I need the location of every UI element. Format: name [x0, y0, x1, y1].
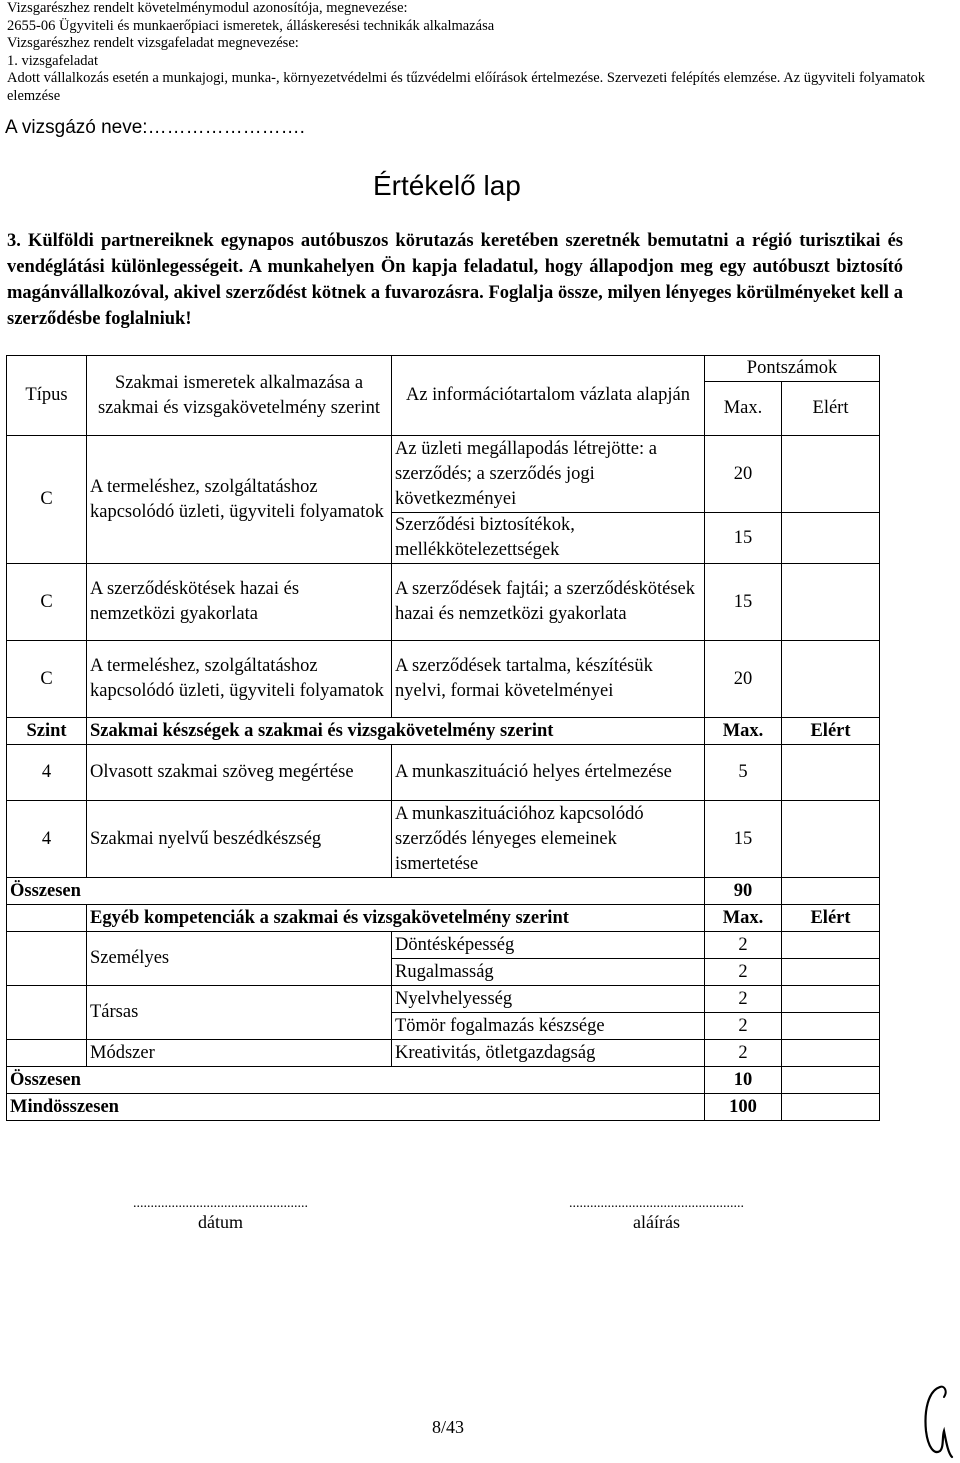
- other-achieved: [782, 959, 880, 986]
- examinee-name-field: A vizsgázó neve:…………………….: [5, 117, 305, 138]
- row-achieved: [782, 564, 880, 641]
- subtotal-row: [7, 878, 880, 905]
- skills-header-max: Max.: [705, 718, 782, 745]
- header-achieved: Elért: [782, 382, 880, 436]
- signature-line: ..................................................: [569, 1196, 744, 1211]
- table-row: [7, 436, 880, 513]
- date-line: ..................................................: [133, 1196, 308, 1211]
- header-line-task-number: 1. vizsgafeladat: [7, 52, 98, 69]
- skill-info: A munkaszituáció helyes értelmezése: [392, 745, 705, 801]
- skill-level: 4: [7, 745, 87, 801]
- header-type: Típus: [7, 356, 87, 436]
- other-header-max: Max.: [705, 905, 782, 932]
- subtotal-label: Összesen: [7, 878, 705, 905]
- subtotal-value: 10: [705, 1067, 782, 1094]
- row-type: C: [7, 436, 87, 564]
- other-item: Tömör fogalmazás készsége: [392, 1013, 705, 1040]
- grand-total-label: Mindösszesen: [7, 1094, 705, 1121]
- evaluation-table: [6, 355, 880, 1121]
- other-achieved: [782, 1040, 880, 1067]
- skill-max: 15: [705, 801, 782, 878]
- row-max: 15: [705, 513, 782, 564]
- row-achieved: [782, 436, 880, 513]
- signature-label: aláírás: [633, 1212, 680, 1232]
- skill-achieved: [782, 801, 880, 878]
- other-header-achieved: Elért: [782, 905, 880, 932]
- other-header-spacer: [7, 905, 87, 932]
- table-row: [7, 932, 880, 959]
- header-line-module-label: Vizsgarészhez rendelt követelménymodul azonosítója, megnevezése:: [7, 0, 408, 16]
- other-header-row: [7, 905, 880, 932]
- header-info: Az információtartalom vázlata alapján: [392, 356, 705, 436]
- other-group: Módszer: [87, 1040, 392, 1067]
- other-max: 2: [705, 1013, 782, 1040]
- header-line-module-name: 2655-06 Ügyviteli és munkaerőpiaci ismeretek, álláskeresési technikák alkalmazása: [7, 17, 495, 34]
- skill-level: 4: [7, 801, 87, 878]
- date-label: dátum: [198, 1212, 243, 1232]
- skills-header-level: Szint: [7, 718, 87, 745]
- table-row: [7, 986, 880, 1013]
- skill-name: Szakmai nyelvű beszédkészség: [87, 801, 392, 878]
- row-area: A termeléshez, szolgáltatáshoz kapcsolódó üzleti, ügyviteli folyamatok: [87, 641, 392, 718]
- other-max: 2: [705, 959, 782, 986]
- row-achieved: [782, 513, 880, 564]
- skills-header-achieved: Elért: [782, 718, 880, 745]
- row-max: 15: [705, 564, 782, 641]
- header-knowledge: Szakmai ismeretek alkalmazása a szakmai és vizsgakövetelmény szerint: [87, 356, 392, 436]
- other-spacer: [7, 986, 87, 1040]
- other-achieved: [782, 1013, 880, 1040]
- grand-total-achieved: [782, 1094, 880, 1121]
- skill-achieved: [782, 745, 880, 801]
- other-group: Társas: [87, 986, 392, 1040]
- other-group: Személyes: [87, 932, 392, 986]
- row-max: 20: [705, 436, 782, 513]
- other-item: Rugalmasság: [392, 959, 705, 986]
- row-info: Szerződési biztosítékok, mellékkötelezettségek: [392, 513, 705, 564]
- other-achieved: [782, 986, 880, 1013]
- other-max: 2: [705, 1040, 782, 1067]
- grand-total-value: 100: [705, 1094, 782, 1121]
- subtotal-row: [7, 1067, 880, 1094]
- row-type: C: [7, 641, 87, 718]
- date-block: [88, 1196, 353, 1233]
- other-max: 2: [705, 986, 782, 1013]
- document-header: [7, 0, 957, 105]
- row-area: A szerződéskötések hazai és nemzetközi gyakorlata: [87, 564, 392, 641]
- other-header-title: Egyéb kompetenciák a szakmai és vizsgakövetelmény szerint: [87, 905, 705, 932]
- row-type: C: [7, 564, 87, 641]
- other-max: 2: [705, 932, 782, 959]
- row-info: A szerződések fajtái; a szerződéskötések hazai és nemzetközi gyakorlata: [392, 564, 705, 641]
- skills-header-title: Szakmai készségek a szakmai és vizsgakövetelmény szerint: [87, 718, 705, 745]
- row-info: A szerződések tartalma, készítésük nyelvi, formai követelményei: [392, 641, 705, 718]
- page-title: Értékelő lap: [373, 170, 521, 201]
- subtotal-label: Összesen: [7, 1067, 705, 1094]
- subtotal-achieved: [782, 1067, 880, 1094]
- subtotal-achieved: [782, 878, 880, 905]
- table-row: [7, 1040, 880, 1067]
- other-achieved: [782, 932, 880, 959]
- skills-header-row: [7, 718, 880, 745]
- other-item: Kreativitás, ötletgazdagság: [392, 1040, 705, 1067]
- header-max: Max.: [705, 382, 782, 436]
- table-row: [7, 564, 880, 641]
- grand-total-row: [7, 1094, 880, 1121]
- header-line-task-label: Vizsgarészhez rendelt vizsgafeladat megnevezése:: [7, 35, 299, 51]
- skill-max: 5: [705, 745, 782, 801]
- signature-block: [524, 1196, 789, 1233]
- table-row: [7, 745, 880, 801]
- other-item: Nyelvhelyesség: [392, 986, 705, 1013]
- subtotal-value: 90: [705, 878, 782, 905]
- handwritten-signature: [918, 1381, 956, 1461]
- table-row: [7, 801, 880, 878]
- other-item: Döntésképesség: [392, 932, 705, 959]
- other-spacer: [7, 932, 87, 986]
- table-row: [7, 641, 880, 718]
- header-points: Pontszámok: [705, 356, 880, 382]
- row-achieved: [782, 641, 880, 718]
- row-max: 20: [705, 641, 782, 718]
- skill-info: A munkaszituációhoz kapcsolódó szerződés lényeges elemeinek ismertetése: [392, 801, 705, 878]
- task-description: 3. Külföldi partnereiknek egynapos autóbuszos körutazás keretében szeretnék bemutatni a régió turisztikai és vendéglátási különlegességeit. A munkahelyen Ön kapja feladatul, hogy állapodjon meg egy autóbuszt biztosító magánvállalkozóval, akivel szerződést kötnek a fuvarozásra. Foglalja össze, milyen lényeges körülményeket kell a szerződésbe foglalniuk!: [7, 231, 903, 329]
- table-header-row: [7, 356, 880, 382]
- row-info: Az üzleti megállapodás létrejötte: a szerződés; a szerződés jogi következményei: [392, 436, 705, 513]
- row-area: A termeléshez, szolgáltatáshoz kapcsolódó üzleti, ügyviteli folyamatok: [87, 436, 392, 564]
- header-line-task-name: Adott vállalkozás esetén a munkajogi, munka-, környezetvédelmi és tűzvédelmi előírások értelmezése. Szervezeti felépítés elemzése. Az ügyviteli folyamatok elemzése: [7, 70, 925, 104]
- skill-name: Olvasott szakmai szöveg megértése: [87, 745, 392, 801]
- page-number: 8/43: [432, 1417, 465, 1437]
- other-spacer: [7, 1040, 87, 1067]
